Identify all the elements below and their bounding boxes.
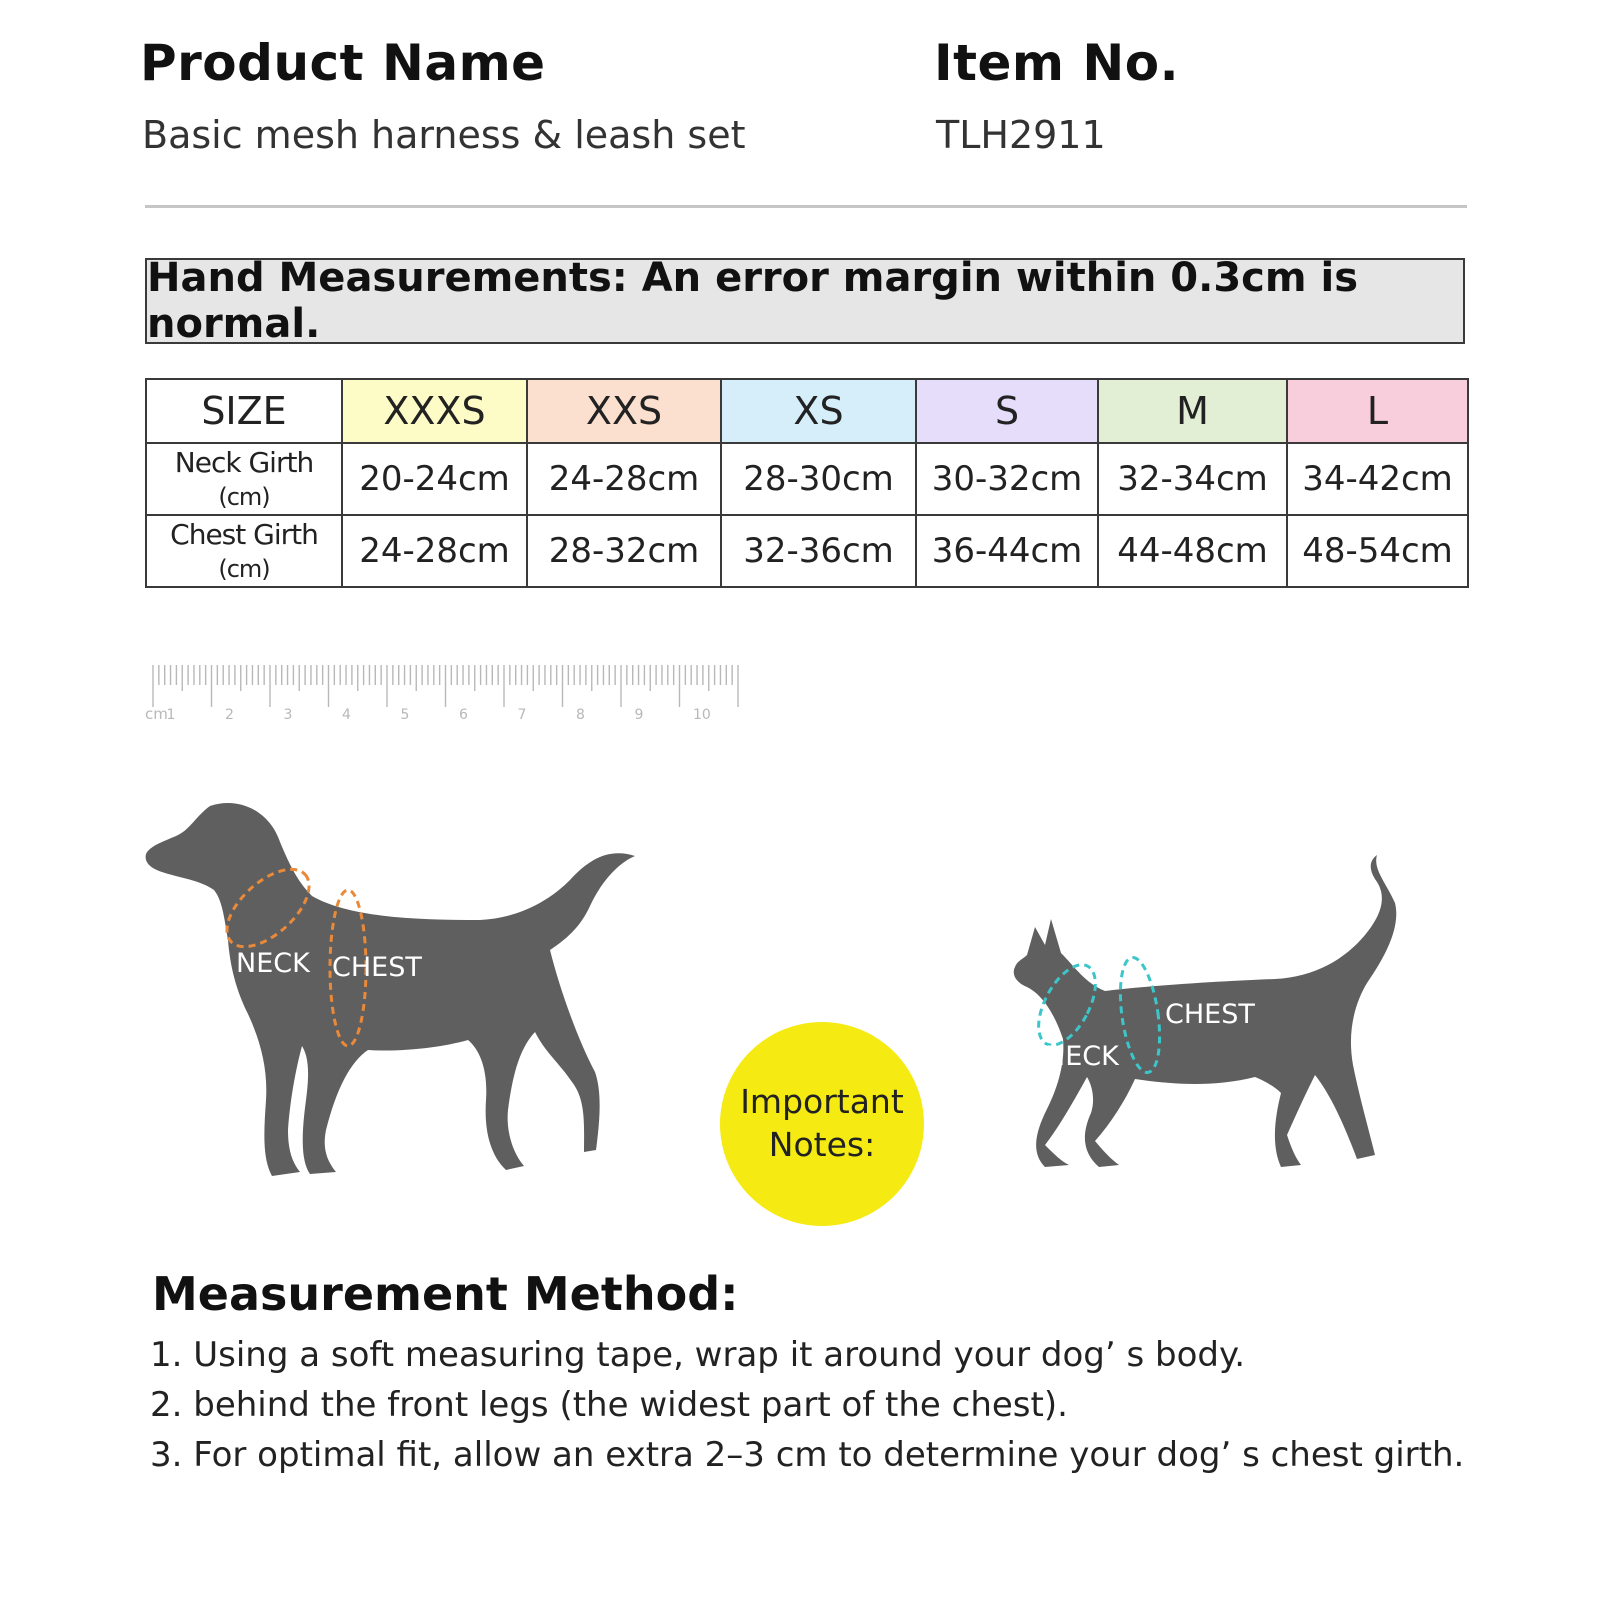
ruler-number: 5 <box>400 707 410 723</box>
ruler-number: 9 <box>634 707 644 723</box>
table-cell: 24-28cm <box>342 515 527 587</box>
table-cell: 20-24cm <box>342 443 527 515</box>
ruler-number: 3 <box>283 707 293 723</box>
table-cell: 28-32cm <box>527 515 721 587</box>
dog-illustration <box>140 800 660 1200</box>
ruler-number: 7 <box>517 707 527 723</box>
table-cell: 32-34cm <box>1098 443 1287 515</box>
table-cell: 30-32cm <box>916 443 1098 515</box>
ruler-number: 10 <box>693 707 711 723</box>
size-header-cell: L <box>1287 379 1468 443</box>
list-item: 3. For optimal fit, allow an extra 2–3 cm to determine your dog’ s chest girth. <box>150 1435 1465 1475</box>
ruler-number: 8 <box>576 707 585 723</box>
product-name-label: Product Name <box>140 34 546 92</box>
item-no-label: Item No. <box>934 34 1180 92</box>
cat-illustration <box>975 855 1445 1195</box>
ruler-unit-label: cm <box>145 705 168 723</box>
dog-neck-label: NECK <box>236 948 310 979</box>
size-header-cell: SIZE <box>146 379 342 443</box>
size-header-cell: XS <box>721 379 916 443</box>
size-chart-table <box>145 378 1469 588</box>
size-header-cell: S <box>916 379 1098 443</box>
list-item: 2. behind the front legs (the widest part of the chest). <box>150 1385 1068 1425</box>
item-no-value: TLH2911 <box>936 113 1106 157</box>
product-name-value: Basic mesh harness & leash set <box>142 113 746 157</box>
important-notes-line1: Important <box>740 1082 904 1122</box>
table-cell: 24-28cm <box>527 443 721 515</box>
ruler-illustration <box>145 665 775 727</box>
size-header-cell: XXXS <box>342 379 527 443</box>
important-notes-line2: Notes: <box>768 1125 876 1164</box>
important-notes-badge <box>720 1022 924 1226</box>
dog-chest-label: CHEST <box>332 952 422 983</box>
size-header-cell: M <box>1098 379 1287 443</box>
row-label-chest-girth: Chest Girth (cm) <box>146 515 342 587</box>
cat-chest-label: CHEST <box>1165 999 1255 1030</box>
table-cell: 34-42cm <box>1287 443 1468 515</box>
cat-neck-label: NECK <box>1045 1041 1119 1072</box>
table-row <box>146 515 1468 587</box>
ruler-number: 6 <box>459 707 468 723</box>
row-label-neck-girth: Neck Girth (cm) <box>146 443 342 515</box>
table-cell: 28-30cm <box>721 443 916 515</box>
table-cell: 36-44cm <box>916 515 1098 587</box>
list-item: 1. Using a soft measuring tape, wrap it around your dog’ s body. <box>150 1335 1246 1375</box>
header-divider <box>145 205 1467 208</box>
table-cell: 48-54cm <box>1287 515 1468 587</box>
ruler-number: 4 <box>342 707 351 723</box>
table-row <box>146 443 1468 515</box>
dog-silhouette <box>146 803 635 1176</box>
table-cell: 32-36cm <box>721 515 916 587</box>
table-cell: 44-48cm <box>1098 515 1287 587</box>
measurement-notice: Hand Measurements: An error margin within 0.3cm is normal. <box>145 258 1465 344</box>
size-header-row <box>146 379 1468 443</box>
measurement-method-title: Measurement Method: <box>152 1267 739 1321</box>
measurement-steps-list <box>150 1330 1464 1480</box>
ruler-number: 2 <box>225 707 234 723</box>
size-header-cell: XXS <box>527 379 721 443</box>
ruler-number: 1 <box>166 707 176 723</box>
